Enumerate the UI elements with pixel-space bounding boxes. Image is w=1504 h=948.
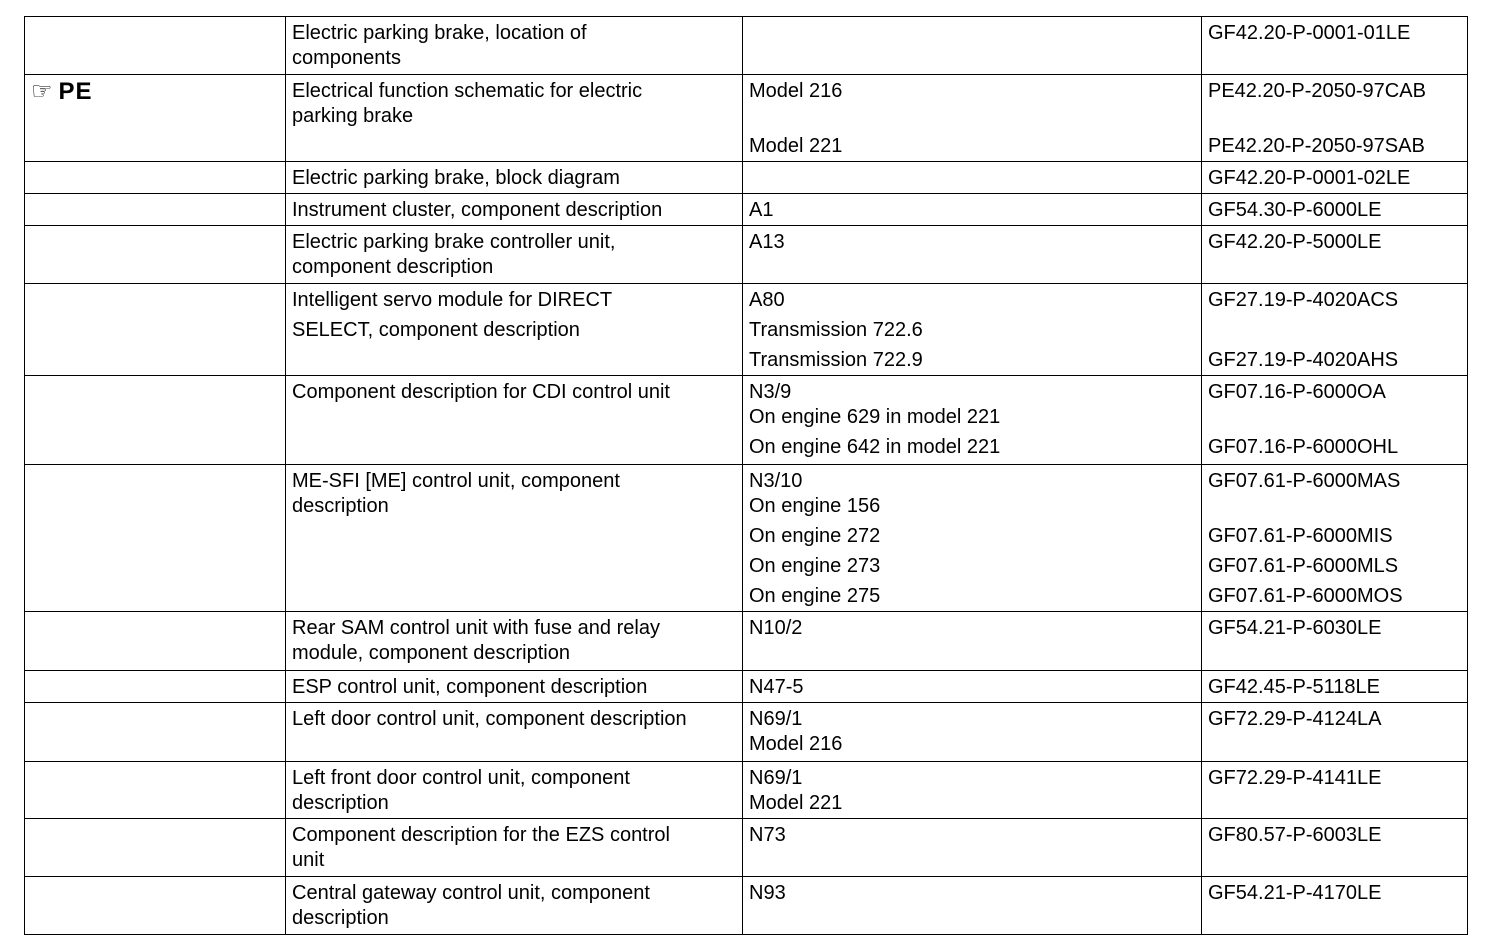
- document-link[interactable]: GF42.20-P-0001-01LE: [1208, 22, 1411, 44]
- document-cell: [1202, 671, 1468, 703]
- description-cell: Intelligent servo module for DIRECT SELECT, component description: [286, 284, 743, 376]
- description-cell: Electrical function schematic for electric parking brake: [286, 75, 743, 162]
- pointing-hand-icon: ☞: [31, 78, 53, 105]
- document-link[interactable]: GF07.61-P-6000MAS: [1208, 470, 1401, 492]
- table-row: [25, 819, 1468, 877]
- document-cell: [1202, 17, 1468, 75]
- reference-cell: N69/1 Model 221: [743, 762, 1202, 819]
- document-link[interactable]: GF07.61-P-6000MLS: [1208, 555, 1399, 577]
- reference-cell: A13: [743, 226, 1202, 284]
- table-row: [25, 75, 1468, 162]
- table-row: [25, 194, 1468, 226]
- description-cell: ME-SFI [ME] control unit, component description: [286, 465, 743, 612]
- table-row: [25, 703, 1468, 762]
- reference-cell: A1: [743, 194, 1202, 226]
- document-link[interactable]: PE42.20-P-2050-97CAB: [1208, 80, 1426, 102]
- reference-cell: Model 216 Model 221: [743, 75, 1202, 162]
- description-cell: ESP control unit, component description: [286, 671, 743, 703]
- description-cell: Electric parking brake, block diagram: [286, 162, 743, 194]
- marker-cell: [25, 465, 286, 612]
- document-link[interactable]: PE42.20-P-2050-97SAB: [1208, 135, 1425, 157]
- document-cell: [1202, 194, 1468, 226]
- document-link[interactable]: GF42.20-P-0001-02LE: [1208, 167, 1411, 189]
- reference-cell: N3/10 On engine 156 On engine 272 On engine 273 On engine 275: [743, 465, 1202, 612]
- description-cell: Component description for CDI control unit: [286, 376, 743, 465]
- document-link[interactable]: GF54.30-P-6000LE: [1208, 199, 1382, 221]
- description-cell: Left door control unit, component description: [286, 703, 743, 762]
- table-row: [25, 376, 1468, 465]
- marker-cell: [25, 612, 286, 671]
- document-cell: [1202, 762, 1468, 819]
- document-link[interactable]: GF27.19-P-4020AHS: [1208, 349, 1399, 371]
- document-cell: [1202, 376, 1468, 465]
- marker-cell: [25, 819, 286, 877]
- reference-cell: N69/1 Model 216: [743, 703, 1202, 762]
- marker-cell: [25, 75, 286, 162]
- reference-cell: N10/2: [743, 612, 1202, 671]
- table-row: [25, 226, 1468, 284]
- description-cell: Central gateway control unit, component description: [286, 877, 743, 935]
- document-link[interactable]: GF07.16-P-6000OA: [1208, 381, 1386, 403]
- table-row: [25, 612, 1468, 671]
- description-cell: Electric parking brake, location of components: [286, 17, 743, 75]
- pe-label: PE: [58, 78, 93, 105]
- marker-cell: [25, 162, 286, 194]
- marker-cell: [25, 226, 286, 284]
- marker-cell: [25, 703, 286, 762]
- reference-cell: N47-5: [743, 671, 1202, 703]
- marker-cell: [25, 17, 286, 75]
- marker-cell: [25, 284, 286, 376]
- marker-cell: [25, 877, 286, 935]
- document-cell: [1202, 877, 1468, 935]
- description-cell: Instrument cluster, component description: [286, 194, 743, 226]
- description-cell: Rear SAM control unit with fuse and relay module, component description: [286, 612, 743, 671]
- reference-cell: N3/9 On engine 629 in model 221 On engine 642 in model 221: [743, 376, 1202, 465]
- document-link[interactable]: GF42.45-P-5118LE: [1208, 676, 1380, 698]
- table-row: [25, 17, 1468, 75]
- marker-cell: [25, 671, 286, 703]
- table-row: [25, 762, 1468, 819]
- document-link[interactable]: GF07.61-P-6000MIS: [1208, 525, 1393, 547]
- marker-cell: [25, 194, 286, 226]
- document-link[interactable]: GF54.21-P-6030LE: [1208, 617, 1382, 639]
- document-cell: [1202, 703, 1468, 762]
- reference-cell: N93: [743, 877, 1202, 935]
- document-link[interactable]: GF80.57-P-6003LE: [1208, 824, 1382, 846]
- document-link[interactable]: GF72.29-P-4124LA: [1208, 708, 1382, 730]
- reference-cell: [743, 162, 1202, 194]
- table-row: [25, 284, 1468, 376]
- marker-cell: [25, 762, 286, 819]
- reference-cell: A80 Transmission 722.6 Transmission 722.9: [743, 284, 1202, 376]
- table-row: [25, 877, 1468, 935]
- table-row: [25, 465, 1468, 612]
- document-cell: [1202, 819, 1468, 877]
- document-cell: [1202, 75, 1468, 162]
- description-cell: Electric parking brake controller unit, component description: [286, 226, 743, 284]
- reference-cell: [743, 17, 1202, 75]
- reference-cell: N73: [743, 819, 1202, 877]
- description-cell: Left front door control unit, component description: [286, 762, 743, 819]
- table-row: [25, 162, 1468, 194]
- marker-cell: [25, 376, 286, 465]
- table-row: [25, 671, 1468, 703]
- document-link[interactable]: GF42.20-P-5000LE: [1208, 231, 1382, 253]
- document-link[interactable]: GF72.29-P-4141LE: [1208, 767, 1382, 789]
- document-link[interactable]: GF07.61-P-6000MOS: [1208, 585, 1403, 607]
- document-cell: [1202, 465, 1468, 612]
- document-link[interactable]: GF27.19-P-4020ACS: [1208, 289, 1399, 311]
- document-link[interactable]: GF07.16-P-6000OHL: [1208, 436, 1399, 458]
- document-cell: [1202, 612, 1468, 671]
- document-link[interactable]: GF54.21-P-4170LE: [1208, 882, 1382, 904]
- document-cell: [1202, 226, 1468, 284]
- document-cell: [1202, 284, 1468, 376]
- description-cell: Component description for the EZS control unit: [286, 819, 743, 877]
- document-cell: [1202, 162, 1468, 194]
- document-reference-table: [24, 16, 1468, 935]
